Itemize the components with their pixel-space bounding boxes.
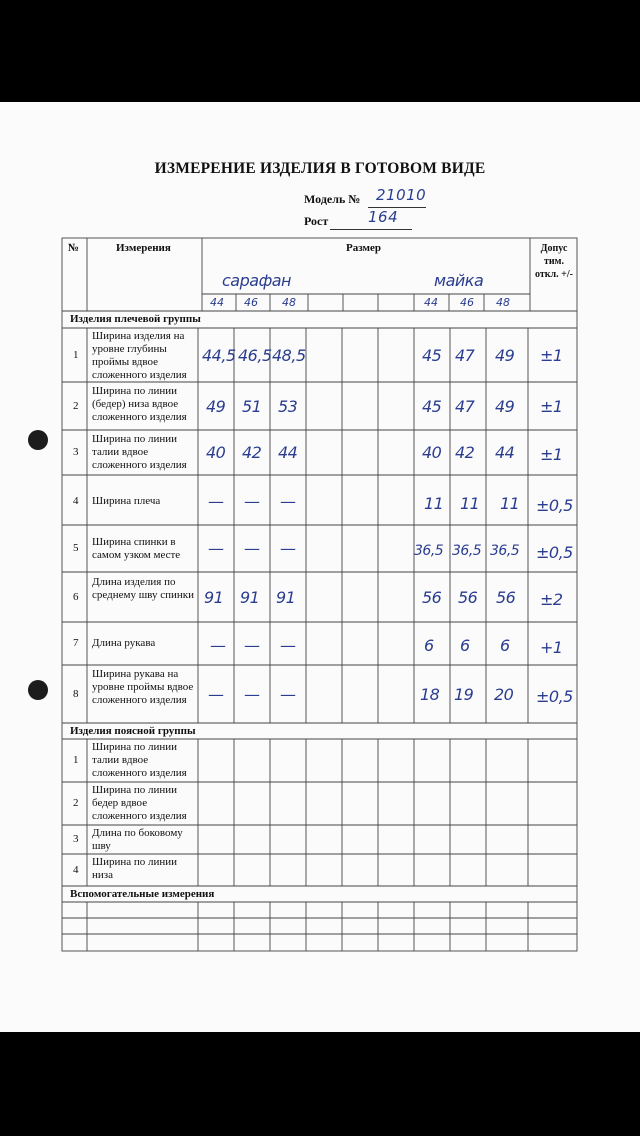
size-cell: 44 <box>424 296 438 309</box>
row-measure-name: Ширина рукава на уровне проймы вдвое сложенного изделия <box>92 668 194 706</box>
value-cell: 46,5 <box>238 346 272 365</box>
row-number: 3 <box>73 446 79 458</box>
value-cell: 42 <box>455 443 475 462</box>
group-aux-heading: Вспомогательные измерения <box>70 888 215 900</box>
product-name-sarafan: сарафан <box>222 271 292 290</box>
value-cell: 40 <box>422 443 442 462</box>
value-cell: — <box>244 685 260 704</box>
row-number: 5 <box>73 542 79 554</box>
value-cell: 56 <box>496 588 516 607</box>
size-cell: 48 <box>496 296 510 309</box>
row-number: 1 <box>73 349 79 361</box>
value-cell: — <box>208 685 224 704</box>
value-cell: 11 <box>460 494 480 513</box>
page-title: ИЗМЕРЕНИЕ ИЗДЕЛИЯ В ГОТОВОМ ВИДЕ <box>154 160 486 177</box>
tolerance-cell: +1 <box>540 638 563 657</box>
row-measure-name: Длина по боковому шву <box>92 827 183 852</box>
value-cell: — <box>210 636 226 655</box>
value-cell: 6 <box>500 636 510 655</box>
value-cell: — <box>280 636 296 655</box>
row-measure-name: Ширина по линии талии вдвое сложенного изделия <box>92 433 187 471</box>
row-measure-name: Ширина по линии низа <box>92 856 178 881</box>
value-cell: 45 <box>422 346 442 365</box>
value-cell: 44 <box>495 443 515 462</box>
group-shoulder-heading: Изделия плечевой группы <box>70 313 201 325</box>
row-number: 4 <box>73 495 79 507</box>
row-measure-name: Ширина по линии бедер вдвое сложенного изделия <box>92 784 187 822</box>
value-cell: 11 <box>500 494 520 513</box>
value-cell: 36,5 <box>452 543 482 559</box>
size-cell: 46 <box>460 296 474 309</box>
value-cell: 49 <box>495 397 515 416</box>
value-cell: 49 <box>495 346 515 365</box>
value-cell: 48,5 <box>272 346 306 365</box>
model-label: Модель № <box>304 192 361 206</box>
model-number: 21010 <box>376 186 427 204</box>
row-number: 2 <box>73 400 79 412</box>
value-cell: 20 <box>494 685 514 704</box>
value-cell: — <box>244 539 260 558</box>
value-cell: — <box>244 492 260 511</box>
row-measure-name: Ширина по линии (бедер) низа вдвое сложенного изделия <box>92 385 187 423</box>
value-cell: 56 <box>422 588 442 607</box>
row-number: 4 <box>73 864 79 876</box>
row-number: 2 <box>73 797 79 809</box>
tolerance-cell: ±1 <box>540 397 563 416</box>
size-cell: 48 <box>282 296 296 309</box>
value-cell: — <box>208 539 224 558</box>
value-cell: 51 <box>242 397 262 416</box>
value-cell: 44,5 <box>202 346 236 365</box>
value-cell: — <box>244 636 260 655</box>
row-measure-name: Длина рукава <box>92 637 156 649</box>
value-cell: 36,5 <box>414 543 444 559</box>
tolerance-cell: ±0,5 <box>536 543 573 562</box>
value-cell: 49 <box>206 397 226 416</box>
value-cell: 45 <box>422 397 442 416</box>
row-number: 6 <box>73 591 79 603</box>
row-number: 3 <box>73 833 79 845</box>
row-number: 1 <box>73 754 79 766</box>
product-name-maika: майка <box>434 271 484 290</box>
col-tolerance-header: Допус тим. откл. +/- <box>535 243 573 280</box>
col-num-header: № <box>68 242 80 254</box>
value-cell: 91 <box>240 588 260 607</box>
value-cell: 6 <box>460 636 470 655</box>
tolerance-cell: ±1 <box>540 346 563 365</box>
tolerance-cell: ±1 <box>540 445 563 464</box>
height-label: Рост <box>304 214 329 228</box>
value-cell: 47 <box>455 397 475 416</box>
row-measure-name: Ширина изделия на уровне глубины проймы вдвое сложенного изделия <box>92 330 187 381</box>
col-size-header: Размер <box>346 242 381 254</box>
value-cell: 91 <box>204 588 224 607</box>
row-measure-name: Ширина спинки в самом узком месте <box>92 536 181 561</box>
value-cell: 19 <box>454 685 474 704</box>
value-cell: 18 <box>420 685 440 704</box>
size-cell: 46 <box>244 296 258 309</box>
value-cell: — <box>280 685 296 704</box>
group-waist-heading: Изделия поясной группы <box>70 725 196 737</box>
row-number: 7 <box>73 637 79 649</box>
value-cell: 42 <box>242 443 262 462</box>
tolerance-cell: ±2 <box>540 590 563 609</box>
paper-sheet <box>0 102 640 1032</box>
row-measure-name: Ширина по линии талии вдвое сложенного изделия <box>92 741 187 779</box>
row-measure-name: Длина изделия по среднему шву спинки <box>92 576 195 601</box>
height-value: 164 <box>368 208 399 226</box>
value-cell: 44 <box>278 443 298 462</box>
value-cell: 36,5 <box>490 543 520 559</box>
value-cell: 40 <box>206 443 226 462</box>
value-cell: 56 <box>458 588 478 607</box>
row-number: 8 <box>73 688 79 700</box>
value-cell: 11 <box>424 494 444 513</box>
value-cell: 53 <box>278 397 298 416</box>
value-cell: — <box>280 492 296 511</box>
col-measure-header: Измерения <box>116 242 171 254</box>
tolerance-cell: ±0,5 <box>536 496 573 515</box>
value-cell: 6 <box>424 636 434 655</box>
value-cell: 91 <box>276 588 296 607</box>
value-cell: 47 <box>455 346 475 365</box>
tolerance-cell: ±0,5 <box>536 687 573 706</box>
value-cell: — <box>208 492 224 511</box>
size-cell: 44 <box>210 296 224 309</box>
row-measure-name: Ширина плеча <box>92 495 161 507</box>
value-cell: — <box>280 539 296 558</box>
